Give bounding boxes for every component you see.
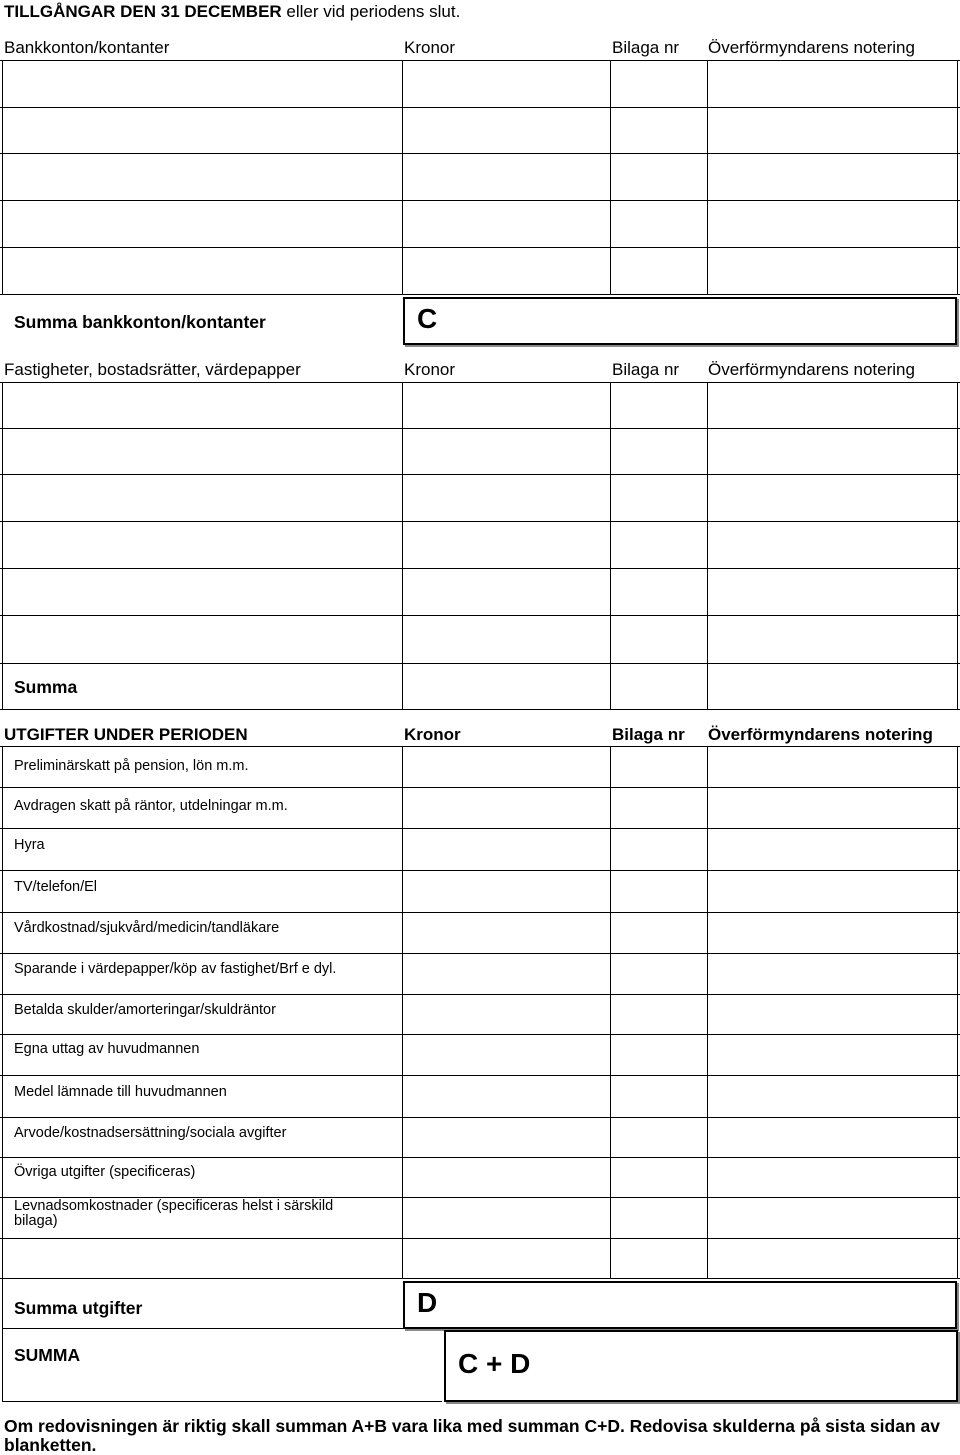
bank-row[interactable] [0,153,960,201]
page-title [4,2,460,22]
expense-label: Preliminärskatt på pension, lön m.m. [14,758,249,774]
bank-sum-label: Summa bankkonton/kontanter [14,312,266,332]
bank-header-kronor: Kronor [404,38,456,57]
expense-row[interactable] [0,1034,960,1076]
property-row[interactable] [0,568,960,616]
total-label: SUMMA [14,1345,81,1365]
property-header-bilaga: Bilaga nr [612,360,680,379]
bank-header-bilaga: Bilaga nr [612,38,680,57]
expenses-sum-box[interactable] [403,1281,957,1329]
expenses-sum-code: D [417,1287,438,1318]
expense-label: TV/telefon/El [14,879,98,895]
expense-row[interactable] [0,1238,960,1279]
expenses-header-bilaga: Bilaga nr [612,725,685,744]
bank-sum-code: C [417,303,438,334]
footer-note: Om redovisningen är riktig skall summan A+B vara lika med summan C+D. Redovisa skulderna på sista sidan av blanketten. [4,1416,940,1455]
bank-row[interactable] [0,247,960,295]
expense-row[interactable] [0,912,960,954]
property-sum-row[interactable] [0,663,960,710]
property-row[interactable] [0,521,960,569]
bank-row[interactable] [0,60,960,108]
property-row[interactable] [0,615,960,664]
total-code: C + D [458,1348,531,1379]
title-rest: eller vid periodens slut. [286,2,461,21]
expense-label: Arvode/kostnadsersättning/sociala avgifter [14,1125,287,1141]
expense-label: Levnadsomkostnader (specificeras helst i särskild bilaga) [14,1198,334,1229]
expenses-header-label: UTGIFTER UNDER PERIODEN [4,725,248,744]
expense-row[interactable] [0,828,960,871]
expense-row[interactable] [0,994,960,1035]
expense-row[interactable] [0,870,960,913]
expenses-header-notering: Överförmyndarens notering [708,725,933,744]
expense-row[interactable] [0,1117,960,1158]
bank-row[interactable] [0,106,960,154]
expense-label: Betalda skulder/amorteringar/skuldräntor [14,1002,276,1018]
property-row[interactable] [0,382,960,429]
expense-label: Sparande i värdepapper/köp av fastighet/Brf e dyl. [14,961,337,977]
property-header-row [0,356,960,382]
expense-label: Hyra [14,837,45,853]
property-header-kronor: Kronor [404,360,456,379]
property-header-notering: Överförmyndarens notering [708,360,915,379]
total-box[interactable] [444,1330,958,1402]
expense-row[interactable] [0,1157,960,1198]
expense-row[interactable] [0,953,960,995]
property-sum-label: Summa [14,677,78,697]
property-row[interactable] [0,474,960,522]
bank-row[interactable] [0,200,960,248]
expenses-sum-label: Summa utgifter [14,1298,143,1318]
expense-row[interactable] [0,1075,960,1118]
bank-header-label: Bankkonton/kontanter [4,38,170,57]
expense-row[interactable] [0,1197,960,1239]
expenses-header-kronor: Kronor [404,725,461,744]
expense-label: Avdragen skatt på räntor, utdelningar m.m. [14,798,288,814]
expense-row[interactable] [0,786,960,829]
expense-label: Egna uttag av huvudmannen [14,1041,200,1057]
expenses-header-row [0,721,960,747]
title-bold: TILLGÅNGAR DEN 31 DECEMBER [4,2,282,21]
property-row[interactable] [0,427,960,475]
expense-label: Övriga utgifter (specificeras) [14,1164,196,1180]
expense-row[interactable] [0,746,960,788]
expense-label: Vårdkostnad/sjukvård/medicin/tandläkare [14,920,280,936]
bank-header-row [0,34,960,60]
bank-sum-box[interactable] [403,297,957,345]
bank-header-notering: Överförmyndarens notering [708,38,915,57]
property-header-label: Fastigheter, bostadsrätter, värdepapper [4,360,301,379]
expense-label: Medel lämnade till huvudmannen [14,1084,227,1100]
